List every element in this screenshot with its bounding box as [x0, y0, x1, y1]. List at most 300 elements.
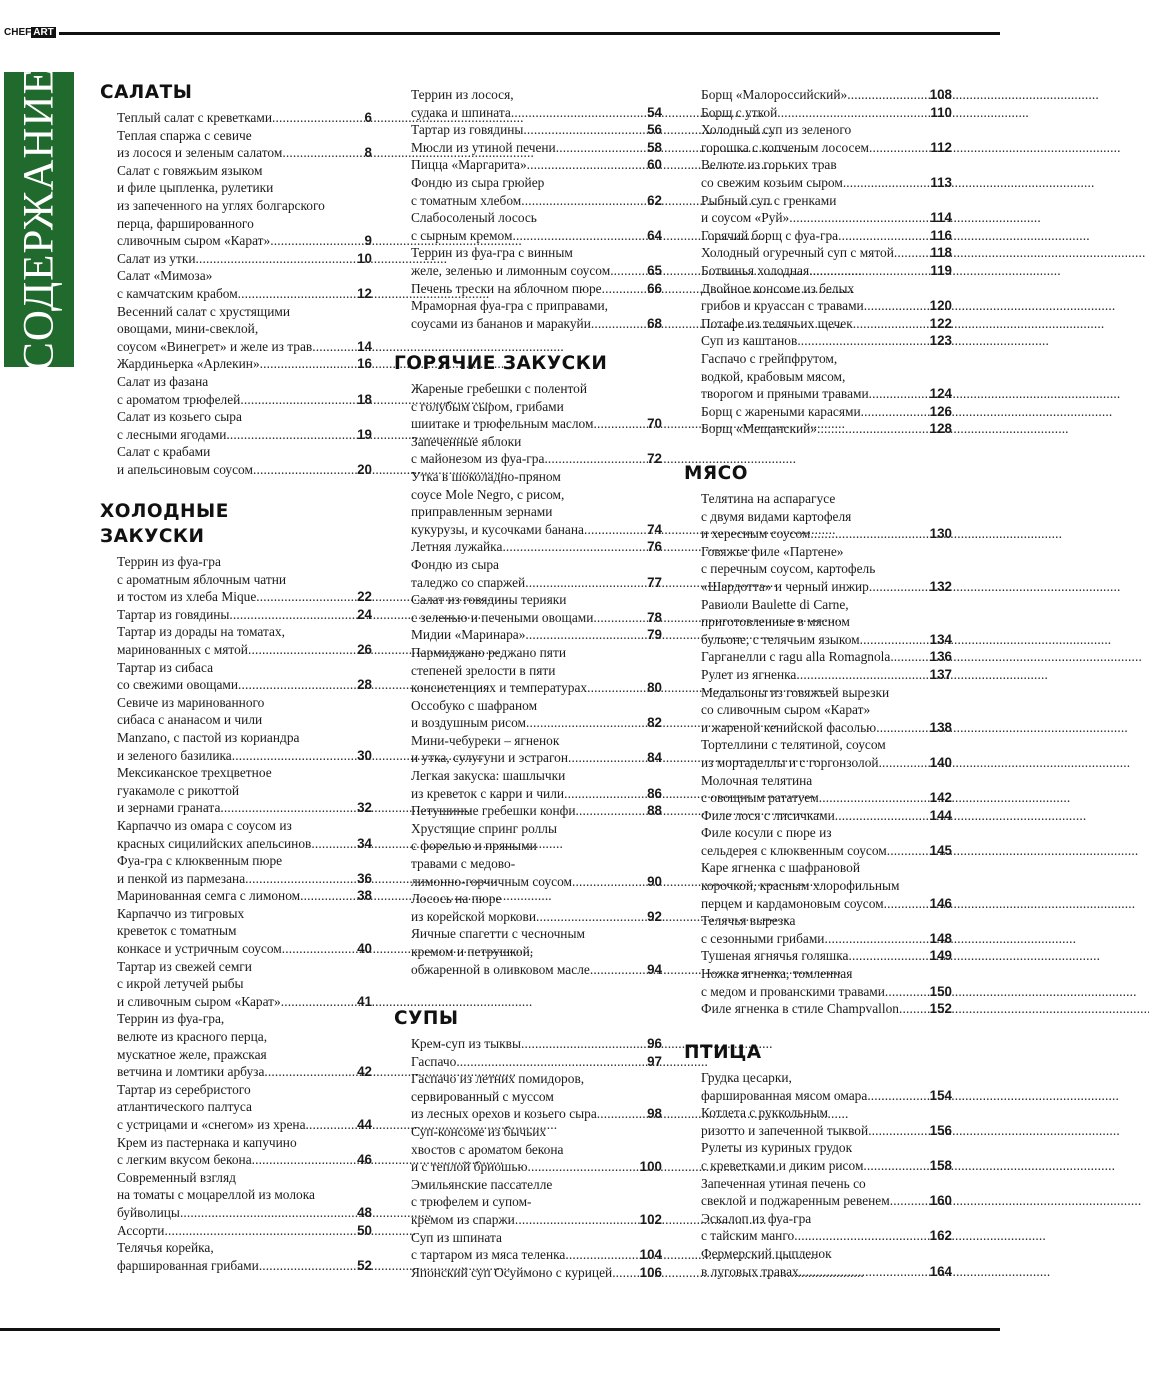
entry-title-line: Фуа-гра с клюквенным пюре — [117, 853, 283, 869]
toc-entry[interactable] — [411, 244, 662, 279]
entry-title-line: Террин из фуа-гра — [117, 554, 221, 569]
toc-entry[interactable] — [411, 697, 662, 732]
dot-leader — [853, 315, 929, 333]
entry-title-line: кремом из спаржи — [411, 1211, 515, 1227]
dot-leader — [220, 799, 356, 817]
dot-leader — [456, 1053, 646, 1071]
page-number: 50 — [357, 1222, 372, 1238]
dot-leader — [544, 450, 646, 468]
toc-entry[interactable] — [701, 403, 952, 421]
toc-entry[interactable] — [411, 297, 662, 332]
entry-title-line: Террин из фуа-гра, — [117, 1011, 225, 1027]
entry-title-line: соусом «Винегрет» и желе из трав — [117, 338, 313, 354]
page-number: 152 — [929, 1001, 952, 1017]
toc-entry[interactable] — [411, 1123, 662, 1176]
entry-title-line: Филе ягненка в стиле Champvallon — [701, 1001, 899, 1017]
entry-title-line: Суп из шпината — [411, 1229, 502, 1245]
toc-entry[interactable] — [701, 244, 952, 262]
toc-entry[interactable] — [411, 925, 662, 978]
dot-leader — [612, 1264, 638, 1282]
entry-title-line: конкасе и устричным соусом — [117, 941, 282, 957]
entry-title-line: с легким вкусом бекона — [117, 1152, 252, 1168]
toc-entry[interactable] — [117, 373, 372, 408]
dot-leader — [164, 1222, 356, 1240]
toc-entry[interactable] — [701, 1000, 952, 1018]
entry-title-line: с голубым сыром, грибами — [411, 398, 564, 414]
page-number: 116 — [930, 227, 952, 243]
entry-title-line: Ассорти — [117, 1222, 165, 1238]
toc-entry[interactable] — [701, 772, 952, 807]
page-number: 134 — [929, 631, 952, 647]
entry-title-line: и тостом из хлеба Mique — [117, 589, 257, 605]
toc-entry[interactable] — [117, 1134, 372, 1169]
dot-leader — [602, 280, 646, 298]
dot-leader — [848, 947, 928, 965]
toc-entry[interactable] — [117, 553, 372, 606]
entry-title-line: со свежим козьим сыром — [701, 174, 843, 190]
entry-title-line: сибаса с ананасом и чили — [117, 712, 263, 728]
entry-title-line: Легкая закуска: шашлычки — [411, 768, 566, 784]
toc-entry[interactable] — [701, 1175, 952, 1210]
toc-entry[interactable] — [117, 1010, 372, 1080]
entry-title-line: с перечным соусом, картофель — [701, 561, 876, 577]
entry-title-line: «Шардотта» и черный инжир — [701, 578, 869, 594]
toc-entry[interactable] — [411, 139, 662, 157]
page-number: 78 — [647, 609, 662, 625]
toc-entry[interactable] — [701, 1069, 952, 1104]
entry-title-line: Салат из говядины терияки — [411, 592, 567, 608]
entry-title-line: Карпаччо из омара с соусом из — [117, 817, 292, 833]
entry-title-line: и соусом «Руй» — [701, 210, 790, 226]
page-number: 70 — [647, 416, 662, 432]
entry-title-line: Мюсли из утиной печени — [411, 139, 556, 155]
entry-title-line: Ботвинья холодная — [701, 262, 810, 278]
entry-title-line: и пенкой из пармезана — [117, 870, 246, 886]
page-number: 12 — [357, 285, 372, 301]
page-number: 79 — [647, 627, 662, 643]
toc-entry[interactable] — [411, 468, 662, 538]
dot-leader — [591, 315, 646, 333]
toc-entry[interactable] — [411, 767, 662, 802]
toc-entry[interactable] — [701, 965, 952, 1000]
entry-title-line: Суп-консоме из бычьих — [411, 1123, 547, 1139]
entry-title-line: из креветок с карри и чили — [411, 785, 565, 801]
toc-entry[interactable] — [701, 824, 952, 859]
entry-title-line: из запеченного на углях болгарского — [117, 197, 325, 213]
dot-leader — [521, 192, 646, 210]
toc-entry[interactable] — [411, 156, 662, 174]
dot-leader — [869, 385, 929, 403]
toc-entry[interactable] — [117, 905, 372, 958]
entry-title-line: корочкой, красным хлорофильным — [701, 878, 900, 894]
dot-leader — [260, 355, 356, 373]
entry-title-line: приготовленные в мясном — [701, 614, 850, 630]
dot-leader — [777, 104, 929, 122]
entry-title-line: Петушиные гребешки конфи — [411, 803, 576, 819]
entry-title-line: с майонезом из фуа-гра — [411, 451, 545, 467]
toc-entry[interactable] — [701, 912, 952, 947]
dot-leader — [885, 983, 929, 1001]
entry-title-line: Пицца «Маргарита» — [411, 157, 527, 173]
dot-leader — [253, 461, 356, 479]
toc-entry[interactable] — [117, 250, 372, 268]
dot-leader — [536, 908, 646, 926]
toc-entry[interactable] — [117, 109, 372, 127]
page-number: 145 — [929, 842, 952, 858]
toc-entry[interactable] — [411, 1176, 662, 1229]
section-heading: ПТИЦА — [684, 1042, 762, 1063]
page-number: 94 — [647, 961, 662, 977]
toc-entry[interactable] — [411, 1053, 662, 1071]
page-number: 44 — [357, 1117, 372, 1132]
toc-entry[interactable] — [117, 852, 372, 887]
page-number: 126 — [929, 403, 952, 419]
dot-leader — [797, 332, 928, 350]
toc-entry[interactable] — [411, 1229, 662, 1264]
page-number: 144 — [929, 807, 952, 823]
entry-title-line: ветчина и ломтики арбуза — [117, 1064, 265, 1080]
entry-title-line: Крем-суп из тыквы — [411, 1036, 521, 1051]
page-number: 100 — [639, 1159, 662, 1175]
toc-entry[interactable] — [701, 1210, 952, 1245]
dot-leader — [819, 789, 929, 807]
dot-leader — [824, 930, 928, 948]
entry-title-line: Утка в шоколадно-пряном — [411, 468, 561, 484]
toc-entry[interactable] — [117, 303, 372, 356]
entry-title-line: Запеченные яблоки — [411, 433, 522, 449]
entry-title-line: Запеченная утиная печень со — [701, 1175, 866, 1191]
dot-leader — [809, 262, 929, 280]
dot-leader — [867, 1087, 928, 1105]
dot-leader — [527, 156, 646, 174]
entry-title-line: на томаты с моцареллой из молока — [117, 1187, 315, 1203]
page-number: 54 — [647, 104, 662, 120]
entry-title-line: Мини-чебуреки – ягненок — [411, 732, 560, 748]
entry-title-line: с форелью и пряными — [411, 838, 537, 854]
dot-leader — [527, 1158, 638, 1176]
entry-list — [117, 553, 372, 1274]
entry-title-line: кукурузы, и кусочками банана — [411, 521, 584, 537]
dot-leader — [272, 109, 364, 127]
entry-title-line: Гаспачо — [411, 1053, 457, 1069]
dot-leader — [282, 940, 356, 958]
dot-leader — [556, 139, 646, 157]
entry-title-line: Медальоны из говяжьей вырезки — [701, 684, 890, 700]
dot-leader — [894, 244, 930, 262]
toc-entry[interactable] — [117, 764, 372, 817]
entry-title-line: Эскалоп из фуа-гра — [701, 1210, 812, 1226]
toc-entry[interactable] — [701, 807, 952, 825]
page-number: 96 — [647, 1036, 662, 1051]
page-number: 164 — [929, 1263, 952, 1279]
entry-title-line: атлантического палтуса — [117, 1099, 252, 1115]
toc-entry[interactable] — [701, 280, 952, 315]
entry-title-line: Яичные спагетти с чесночным — [411, 926, 585, 942]
dot-leader — [512, 227, 646, 245]
entry-title-line: Суп из каштанов — [701, 333, 798, 349]
toc-entry[interactable] — [411, 890, 662, 925]
page-number: 24 — [357, 606, 372, 622]
entry-title-line: Японский суп Осуймоно с курицей — [411, 1264, 613, 1280]
toc-entry[interactable] — [411, 433, 662, 468]
entry-title-line: фаршированная мясом омара — [701, 1087, 868, 1103]
toc-entry[interactable] — [701, 262, 952, 280]
page-number: 136 — [929, 649, 952, 665]
entry-title-line: хвостов с ароматом бекона — [411, 1141, 564, 1157]
toc-entry[interactable] — [701, 227, 952, 245]
toc-entry[interactable] — [117, 887, 372, 905]
entry-title-line: консистенциях и температурах — [411, 680, 588, 696]
entry-title-line: грибов и круассан с травами — [701, 298, 864, 314]
dot-leader — [238, 285, 356, 303]
entry-title-line: с сезонными грибами — [701, 930, 825, 946]
toc-entry[interactable] — [411, 820, 662, 890]
dot-leader — [502, 538, 646, 556]
entry-title-line: Борщ «Малороссийский» — [701, 87, 848, 102]
toc-entry[interactable] — [411, 802, 662, 820]
toc-entry[interactable] — [411, 626, 662, 644]
entry-title-line: Салат из утки — [117, 250, 196, 266]
toc-entry[interactable] — [411, 732, 662, 767]
dot-leader — [525, 626, 646, 644]
entry-title-line: с ароматным яблочным чатни — [117, 571, 287, 587]
toc-entry[interactable] — [701, 332, 952, 350]
toc-entry[interactable] — [701, 420, 952, 438]
toc-entry[interactable] — [701, 350, 952, 403]
toc-entry[interactable] — [701, 490, 952, 543]
page-number: 56 — [647, 122, 662, 138]
entry-title-line: лимонно-горчичным соусом — [411, 873, 573, 889]
page-number: 98 — [647, 1106, 662, 1122]
entry-title-line: сельдерея с клюквенным соусом — [701, 842, 887, 858]
entry-title-line: Современный взгляд — [117, 1169, 236, 1185]
page-number: 122 — [929, 315, 952, 331]
toc-entry[interactable] — [411, 538, 662, 556]
dot-leader — [238, 676, 356, 694]
entry-title-line: и жареной кенийской фасолью — [701, 719, 877, 735]
toc-entry[interactable] — [701, 1245, 952, 1280]
toc-entry[interactable] — [701, 156, 952, 191]
toc-entry[interactable] — [411, 644, 662, 697]
toc-entry[interactable] — [701, 596, 952, 649]
dot-leader — [789, 209, 929, 227]
toc-entry[interactable] — [117, 659, 372, 694]
toc-entry[interactable] — [117, 1169, 372, 1222]
toc-entry[interactable] — [701, 666, 952, 684]
toc-entry[interactable] — [411, 1264, 662, 1282]
dot-leader — [799, 1263, 929, 1281]
toc-entry[interactable] — [117, 623, 372, 658]
page-number: 86 — [647, 785, 662, 801]
dot-leader — [281, 993, 356, 1011]
entry-title-line: обжаренной в оливковом масле — [411, 961, 590, 977]
dot-leader — [847, 86, 928, 104]
entry-title-line: Ножка ягненка, томленная — [701, 966, 853, 982]
side-title: СОДЕРЖАНИЕ — [15, 67, 63, 371]
toc-entry[interactable] — [701, 1104, 952, 1139]
dot-leader — [525, 574, 646, 592]
toc-entry[interactable] — [701, 121, 952, 156]
entry-title-line: Салат из фазана — [117, 373, 209, 389]
entry-title-line: шиитаке и трюфельным маслом — [411, 416, 594, 432]
entry-title-line: с зеленью и печеными овощами — [411, 609, 594, 625]
page-number: 140 — [929, 754, 952, 770]
entry-list — [117, 109, 372, 478]
page-number: 162 — [929, 1228, 952, 1244]
entry-title-line: из мортаделлы и с горгонзолой — [701, 754, 879, 770]
dot-leader — [180, 1204, 356, 1222]
dot-leader — [796, 666, 928, 684]
dot-leader — [890, 1192, 929, 1210]
section-heading: СУПЫ — [394, 1008, 459, 1029]
page-number: 77 — [647, 574, 662, 590]
entry-title-line: Тартар из говядины — [117, 606, 230, 622]
dot-leader — [564, 785, 646, 803]
page-number: 26 — [357, 641, 372, 657]
page-number: 123 — [929, 333, 952, 349]
page-number: 118 — [930, 245, 952, 261]
page-number: 80 — [647, 680, 662, 696]
entry-title-line: и утка, сулугуни и эстрагон — [411, 750, 568, 766]
toc-entry[interactable] — [701, 859, 952, 912]
page-number: 66 — [647, 280, 662, 296]
entry-title-line: с камчатским крабом — [117, 285, 238, 301]
toc-entry[interactable] — [411, 209, 662, 244]
toc-entry[interactable] — [117, 127, 372, 162]
toc-entry[interactable] — [411, 86, 662, 121]
entry-title-line: овощами, мини-свеклой, — [117, 321, 259, 337]
entry-title-line: со свежими овощами — [117, 677, 239, 693]
entry-title-line: с креветками и диким рисом — [701, 1157, 864, 1173]
dot-leader — [887, 842, 929, 860]
toc-entry[interactable] — [701, 543, 952, 596]
entry-title-line: степеней зрелости в пяти — [411, 662, 556, 678]
dot-leader — [259, 1257, 356, 1275]
dot-leader — [312, 338, 356, 356]
toc-entry[interactable] — [411, 1070, 662, 1123]
toc-entry[interactable] — [411, 380, 662, 433]
entry-list — [411, 86, 662, 332]
toc-entry[interactable] — [117, 267, 372, 302]
top-rule — [0, 20, 1000, 46]
entry-title-line: желе, зеленью и лимонным соусом — [411, 262, 611, 278]
entry-title-line: Равиоли Baulette di Carne, — [701, 596, 849, 612]
page-number: 154 — [929, 1087, 952, 1103]
page-number: 52 — [357, 1257, 372, 1273]
toc-entry[interactable] — [701, 947, 952, 965]
toc-entry[interactable] — [117, 817, 372, 852]
toc-entry[interactable] — [701, 86, 952, 104]
toc-entry[interactable] — [701, 104, 952, 122]
toc-entry[interactable] — [701, 315, 952, 333]
toc-entry[interactable] — [117, 1222, 372, 1240]
toc-entry[interactable] — [411, 174, 662, 209]
entry-title-line: Тартар из серебристого — [117, 1081, 251, 1097]
dot-leader — [515, 1211, 639, 1229]
toc-entry[interactable] — [411, 1035, 662, 1053]
toc-entry[interactable] — [411, 280, 662, 298]
dot-leader — [863, 1157, 928, 1175]
entry-title-line: Телятина на аспарагусе — [701, 491, 836, 506]
page-number: 30 — [357, 747, 372, 763]
entry-title-line: с сырным кремом — [411, 227, 513, 243]
toc-entry[interactable] — [411, 121, 662, 139]
page-number: 149 — [929, 948, 952, 964]
toc-entry[interactable] — [701, 684, 952, 737]
toc-entry[interactable] — [701, 648, 952, 666]
page-number: 119 — [930, 262, 952, 278]
entry-title-line: в луговых травах — [701, 1263, 799, 1279]
toc-entry[interactable] — [117, 1081, 372, 1134]
entry-title-line: и сливочным сыром «Карат» — [117, 993, 281, 1009]
entry-list — [411, 1035, 662, 1281]
entry-title-line: с икрой летучей рыбы — [117, 976, 244, 992]
entry-title-line: Печень трески на яблочном пюре — [411, 280, 602, 296]
dot-leader — [890, 648, 928, 666]
toc-entry[interactable] — [411, 591, 662, 626]
entry-title-line: велюте из красного перца, — [117, 1029, 268, 1045]
entry-list — [701, 86, 952, 438]
toc-entry[interactable] — [117, 1239, 372, 1274]
toc-entry[interactable] — [701, 1139, 952, 1174]
toc-entry[interactable] — [117, 694, 372, 764]
entry-title-line: Весенний салат с хрустящими — [117, 303, 291, 319]
dot-leader — [597, 1105, 646, 1123]
page-number: 18 — [357, 391, 372, 407]
entry-title-line: ризотто и запеченной тыквой — [701, 1122, 869, 1138]
dot-leader — [526, 714, 646, 732]
entry-title-line: Борщ «Мещанский» — [701, 421, 818, 437]
toc-entry[interactable] — [411, 556, 662, 591]
page-number: 138 — [929, 719, 952, 735]
page-number: 28 — [357, 677, 372, 693]
dot-leader — [593, 415, 646, 433]
toc-entry[interactable] — [117, 443, 372, 478]
dot-leader — [868, 1122, 928, 1140]
entry-title-line: Теплая спаржа с севиче — [117, 127, 252, 143]
entry-title-line: Хрустящие спринг роллы — [411, 820, 557, 836]
dot-leader — [810, 525, 928, 543]
entry-title-line: мускатное желе, пражская — [117, 1046, 267, 1062]
entry-title-line: Горячий борщ с фуа-гра — [701, 227, 839, 243]
toc-entry[interactable] — [701, 192, 952, 227]
toc-entry[interactable] — [701, 736, 952, 771]
entry-title-line: Молочная телятина — [701, 772, 813, 788]
dot-leader — [245, 870, 356, 888]
toc-entry[interactable] — [117, 355, 372, 373]
toc-entry[interactable] — [117, 408, 372, 443]
entry-title-line: бульоне, с телячьим языком — [701, 631, 860, 647]
dot-leader — [584, 521, 646, 539]
toc-entry[interactable] — [117, 958, 372, 1011]
entry-title-line: Эмильянские пассателле — [411, 1176, 553, 1192]
entry-title-line: кремом и петрушкой, — [411, 944, 534, 959]
entry-list — [411, 380, 662, 978]
entry-title-line: соусе Mole Negro, с рисом, — [411, 486, 565, 502]
entry-title-line: с медом и прованскими травами — [701, 983, 885, 999]
toc-entry[interactable] — [117, 162, 372, 250]
entry-title-line: сервированный с муссом — [411, 1088, 554, 1104]
dot-leader — [282, 144, 363, 162]
entry-title-line: Гаспачо с грейпфрутом, — [701, 350, 838, 366]
toc-entry[interactable] — [117, 606, 372, 624]
dot-leader — [300, 887, 356, 905]
dot-leader — [229, 606, 356, 624]
entry-title-line: Тортеллини с телятиной, соусом — [701, 737, 886, 753]
entry-title-line: Потафе из телячьих щечек — [701, 315, 853, 331]
entry-title-line: Карпаччо из тигровых — [117, 905, 245, 921]
page-number: 106 — [639, 1264, 662, 1280]
